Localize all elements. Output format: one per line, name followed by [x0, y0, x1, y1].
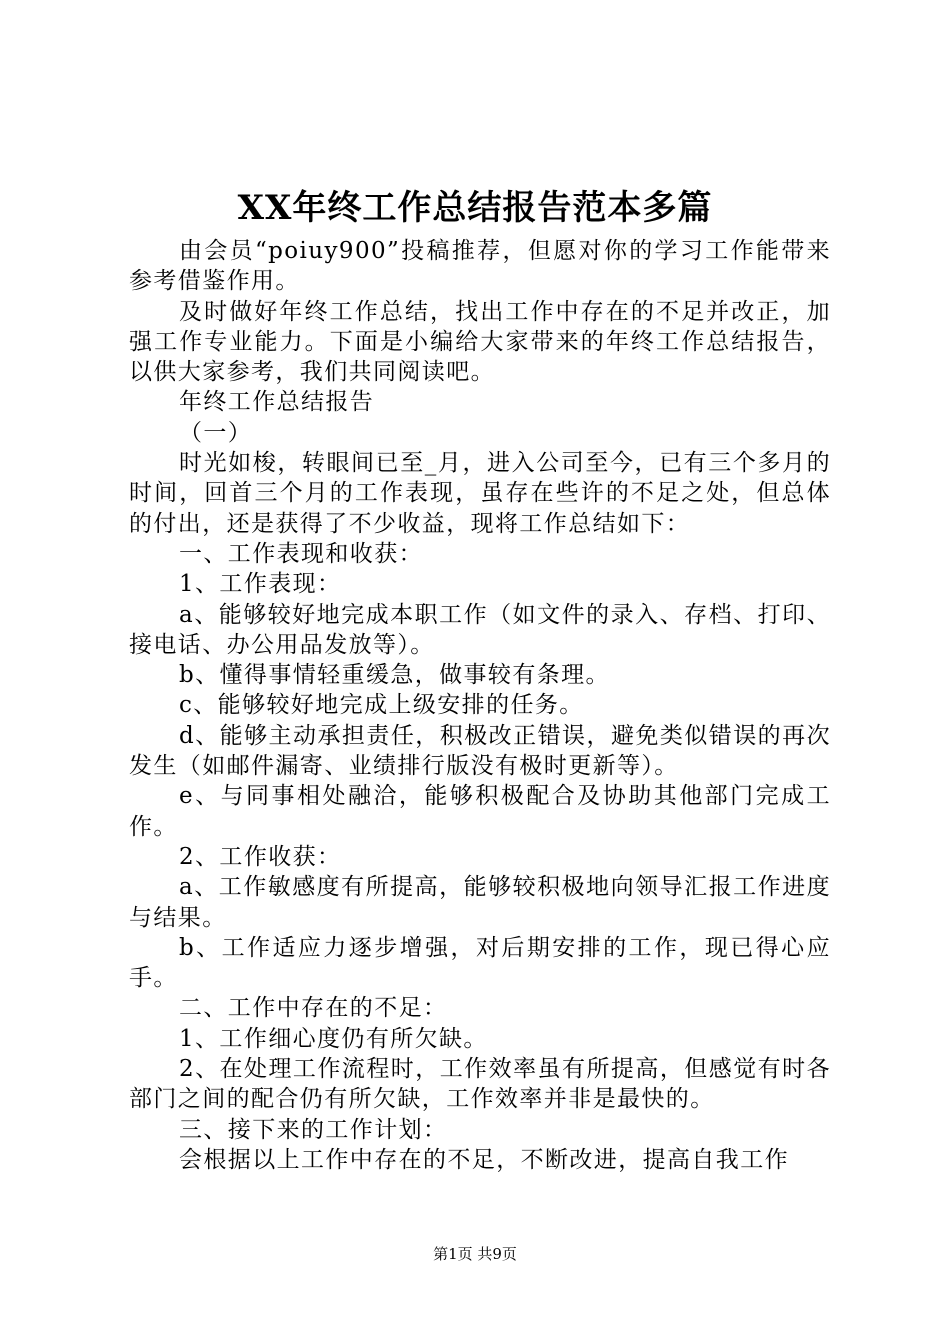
- paragraph: 由会员“poiuy900”投稿推荐，但愿对你的学习工作能带来参考借鉴作用。: [129, 238, 831, 295]
- list-item: b、懂得事情轻重缓急，做事较有条理。: [179, 662, 610, 689]
- section-heading: 二、工作中存在的不足：: [179, 995, 448, 1022]
- section-heading: 年终工作总结报告: [179, 389, 375, 416]
- paragraph: 会根据以上工作中存在的不足，不断改进，提高自我工作: [179, 1146, 789, 1173]
- list-item: 1、工作细心度仍有所欠缺。: [179, 1025, 488, 1052]
- subsection-heading: 2、工作收获：: [179, 843, 342, 870]
- list-item: a、工作敏感度有所提高，能够较积极地向领导汇报工作进度与结果。: [129, 874, 831, 931]
- document-body: [129, 236, 831, 1175]
- document-title: XX年终工作总结报告范本多篇: [237, 188, 713, 228]
- section-heading: 三、接下来的工作计划：: [179, 1116, 448, 1143]
- list-item: d、能够主动承担责任，积极改正错误，避免类似错误的再次发生（如邮件漏寄、业绩排行版没有极时更新等）。: [129, 722, 831, 780]
- list-item: e、与同事相处融洽，能够积极配合及协助其他部门完成工作。: [129, 783, 831, 840]
- list-item: 2、在处理工作流程时，工作效率虽有所提高，但感觉有时各部门之间的配合仍有所欠缺，工作效率并非是最快的。: [129, 1056, 831, 1113]
- paragraph: 时光如梭，转眼间已至_月，进入公司至今，已有三个多月的时间，回首三个月的工作表现，虽存在些许的不足之处，但总体的付出，还是获得了不少收益，现将工作总结如下：: [129, 450, 831, 537]
- subsection-heading: 1、工作表现：: [179, 571, 342, 598]
- list-item: a、能够较好地完成本职工作（如文件的录入、存档、打印、接电话、办公用品发放等）。: [129, 601, 831, 658]
- section-heading: 一、工作表现和收获：: [179, 540, 423, 567]
- paragraph: 及时做好年终工作总结，找出工作中存在的不足并改正，加强工作专业能力。下面是小编给大家带来的年终工作总结报告，以供大家参考，我们共同阅读吧。: [129, 298, 831, 386]
- list-item: b、工作适应力逐步增强，对后期安排的工作，现已得心应手。: [129, 934, 831, 992]
- page-footer: 第1页 共9页: [433, 1245, 517, 1263]
- list-item: c、能够较好地完成上级安排的任务。: [179, 692, 584, 719]
- section-number: （一）: [179, 419, 253, 446]
